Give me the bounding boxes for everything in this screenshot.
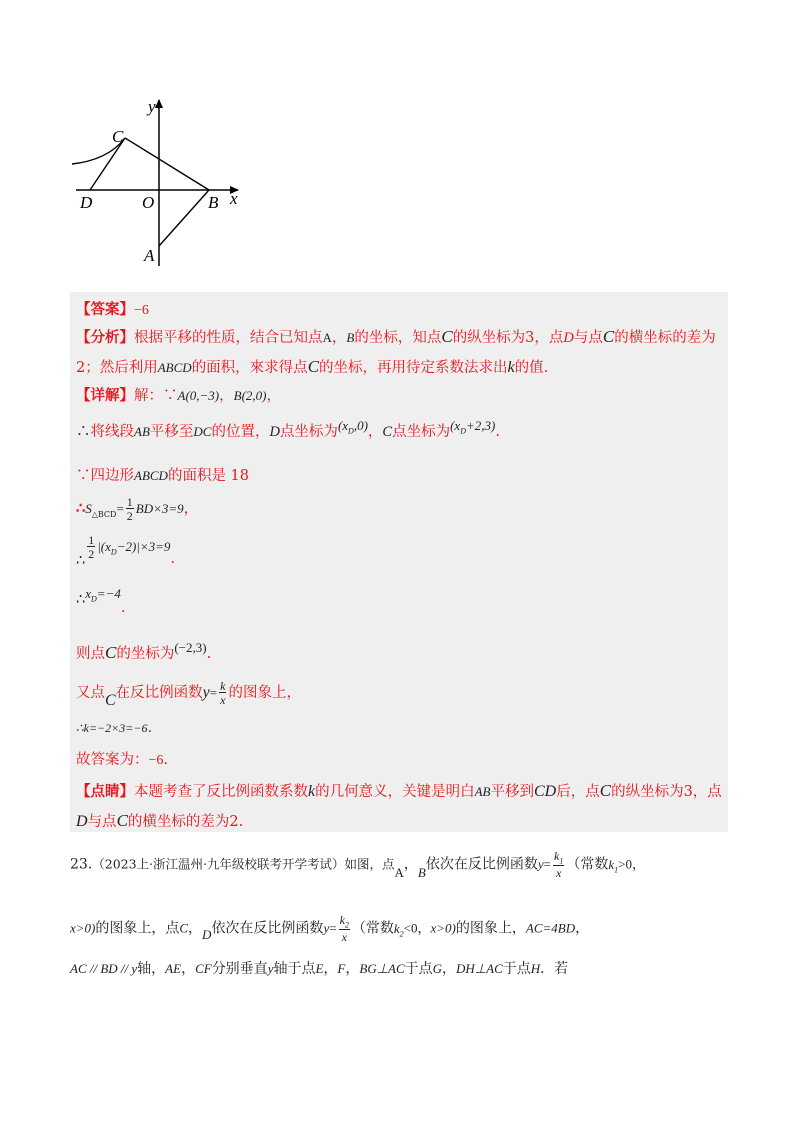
detail-text: 点坐标为 bbox=[392, 424, 451, 440]
comment-text: 的横坐标的差为2. bbox=[127, 814, 244, 830]
question-text: 轴， bbox=[137, 961, 166, 977]
analysis-tag: 【分析】 bbox=[76, 329, 134, 346]
detail-text: . bbox=[206, 646, 212, 662]
detail-text: . bbox=[120, 600, 126, 616]
comment-line-2 bbox=[76, 810, 243, 831]
analysis-line-1 bbox=[76, 326, 716, 347]
label-D: D bbox=[80, 193, 93, 212]
detail-line-1 bbox=[76, 384, 281, 405]
math: $x_D=-4$ bbox=[85, 586, 121, 604]
analysis-text: 根据平移的性质，结合已知点 bbox=[134, 330, 323, 346]
detail-text: . bbox=[170, 551, 176, 567]
math: C bbox=[441, 327, 453, 346]
solution-box bbox=[70, 292, 728, 832]
math: D bbox=[202, 926, 212, 942]
question-text: （常数 bbox=[351, 920, 394, 937]
analysis-text: 的纵坐标为3，点 bbox=[452, 330, 564, 346]
question-line-2 bbox=[70, 914, 589, 943]
math: y bbox=[537, 856, 544, 872]
analysis-text: 与点 bbox=[573, 330, 603, 346]
detail-text: ， bbox=[367, 424, 383, 440]
detail-text: 的面积是 18 bbox=[167, 468, 250, 484]
label-C: C bbox=[112, 127, 124, 146]
detail-text: . bbox=[163, 752, 169, 768]
math-coord: $(x_D+2,3)$ bbox=[450, 418, 496, 436]
math: C bbox=[105, 643, 117, 662]
detail-text: 的位置， bbox=[211, 424, 270, 440]
math: C bbox=[307, 357, 320, 376]
math: B(2,0) bbox=[233, 388, 267, 403]
fraction: $\frac{k}{x}$ bbox=[220, 679, 226, 707]
math: −6 bbox=[148, 753, 164, 768]
math: D bbox=[76, 813, 88, 830]
detail-text: ， bbox=[266, 388, 281, 404]
math-coord: $(x_D,0)$ bbox=[337, 418, 368, 436]
math: E bbox=[315, 961, 324, 976]
math: AE bbox=[165, 961, 182, 976]
analysis-text: 的坐标，再用待定系数法求出 bbox=[319, 360, 508, 376]
question-text: ， bbox=[345, 961, 360, 977]
detail-text: 平移至 bbox=[149, 424, 194, 440]
math: x>0) bbox=[430, 920, 456, 936]
question-text: 于点 bbox=[502, 961, 531, 977]
detail-line-6 bbox=[76, 586, 126, 616]
math: x>0) bbox=[70, 920, 96, 936]
fraction: $\frac{1}{2}$ bbox=[126, 495, 133, 523]
math: k bbox=[308, 783, 316, 800]
detail-text: 在反比例函数 bbox=[115, 685, 203, 701]
comment-text: 后，点 bbox=[556, 784, 600, 800]
question-text: ， bbox=[181, 961, 196, 977]
math: F bbox=[337, 961, 346, 976]
detail-text: 则点 bbox=[76, 646, 105, 662]
question-text: 分别垂直 bbox=[211, 961, 268, 977]
question-text: ， bbox=[575, 920, 590, 937]
detail-text: ， bbox=[183, 501, 199, 517]
math: AC=4BD bbox=[525, 920, 576, 936]
analysis-text: 2；然后利用 bbox=[76, 360, 158, 376]
math: C bbox=[179, 920, 189, 936]
question-text: ．若 bbox=[540, 961, 569, 977]
therefore-symbol: ∴ bbox=[76, 592, 86, 608]
question-text: ， bbox=[188, 920, 203, 937]
detail-text: 又点 bbox=[76, 685, 105, 701]
math: DH⊥AC bbox=[456, 961, 503, 976]
coordinate-figure bbox=[68, 96, 258, 271]
math: DC bbox=[193, 424, 212, 439]
math: (−2,3) bbox=[174, 640, 207, 655]
comment-text: 的纵坐标为3，点 bbox=[611, 784, 722, 800]
segment-CB bbox=[125, 138, 209, 190]
math: C bbox=[599, 781, 612, 800]
question-text: （常数 bbox=[566, 856, 609, 873]
math: ∴k=−2×3=−6 bbox=[76, 721, 148, 735]
math: C bbox=[116, 811, 128, 830]
math: $|(x_D-2)|\times 3=9$ bbox=[97, 539, 171, 557]
math: >0， bbox=[618, 856, 645, 872]
math: k bbox=[507, 359, 515, 376]
question-text: ， bbox=[403, 856, 418, 873]
math: $k_2$ bbox=[393, 920, 404, 939]
label-x: x bbox=[230, 189, 238, 208]
detail-text: ∵四边形 bbox=[76, 468, 134, 484]
analysis-text: 的坐标，知点 bbox=[354, 330, 442, 346]
detail-line-8 bbox=[76, 679, 301, 709]
detail-text: 的图象上， bbox=[228, 685, 301, 701]
math: BG⊥AC bbox=[359, 961, 405, 976]
math-sub: △BCD bbox=[91, 509, 117, 519]
math: y bbox=[267, 961, 274, 976]
math: C bbox=[105, 692, 116, 709]
detail-text: 故答案为： bbox=[76, 752, 149, 768]
analysis-text: ， bbox=[331, 330, 347, 346]
comment-tag: 【点睛】 bbox=[76, 783, 134, 800]
question-line-3 bbox=[70, 958, 568, 978]
question-line-1 bbox=[70, 850, 645, 879]
math: = bbox=[329, 920, 337, 936]
math: B bbox=[346, 330, 355, 345]
math: = bbox=[209, 685, 218, 700]
math: AC // BD // y bbox=[70, 961, 138, 976]
comment-text: 本题考查了反比例函数系数 bbox=[134, 784, 308, 800]
math: C bbox=[382, 424, 393, 440]
question-text: 于点 bbox=[404, 961, 433, 977]
question-text: ， bbox=[323, 961, 338, 977]
therefore-symbol: ∴ bbox=[76, 500, 86, 517]
math: CF bbox=[195, 961, 212, 976]
segment-BA bbox=[159, 190, 209, 246]
answer-tag: 【答案】 bbox=[76, 301, 134, 318]
comment-text: 的几何意义，关键是明白 bbox=[315, 784, 475, 800]
math: ABCD bbox=[157, 360, 192, 375]
math: <0， bbox=[403, 920, 431, 936]
detail-text: . bbox=[495, 424, 500, 440]
math: A bbox=[322, 330, 332, 345]
analysis-text: 的值. bbox=[514, 360, 549, 376]
detail-line-5 bbox=[76, 533, 176, 569]
question-text: 的图象上， bbox=[455, 920, 526, 937]
analysis-text: 的横坐标的差为 bbox=[614, 330, 716, 346]
detail-tag: 【详解】 bbox=[76, 387, 134, 404]
math: CD bbox=[534, 783, 557, 800]
math: B bbox=[417, 864, 426, 880]
detail-text: . bbox=[147, 720, 153, 736]
label-B: B bbox=[208, 193, 219, 212]
analysis-line-2 bbox=[76, 356, 548, 377]
math: H bbox=[530, 961, 541, 976]
detail-line-9 bbox=[76, 720, 152, 736]
detail-line-10 bbox=[76, 748, 168, 769]
math: C bbox=[602, 327, 615, 346]
comment-text: 与点 bbox=[87, 814, 117, 830]
math: y bbox=[202, 684, 210, 701]
math: ABCD bbox=[134, 468, 168, 483]
math: D bbox=[269, 424, 280, 440]
question-number: 23. bbox=[70, 856, 93, 873]
label-A: A bbox=[144, 246, 155, 265]
question-text: 依次在反比例函数 bbox=[211, 920, 324, 937]
detail-line-2 bbox=[76, 420, 500, 442]
question-text: 轴于点 bbox=[273, 961, 316, 977]
math: AB bbox=[134, 424, 150, 439]
math: = bbox=[116, 501, 124, 516]
math: S bbox=[85, 501, 92, 516]
fraction: $\frac{k_2}{x}$ bbox=[339, 913, 349, 945]
detail-text: 点坐标为 bbox=[279, 424, 338, 440]
math: = bbox=[543, 856, 551, 872]
label-y: y bbox=[148, 97, 156, 116]
detail-text: 的坐标为 bbox=[116, 646, 175, 662]
math: $k_1$ bbox=[608, 856, 619, 875]
detail-text: 将线段 bbox=[90, 424, 134, 440]
label-O: O bbox=[142, 193, 155, 212]
answer-line bbox=[76, 298, 149, 319]
comment-line-1 bbox=[76, 780, 722, 801]
detail-text: 解：∵ bbox=[134, 388, 178, 404]
math: A(0,−3) bbox=[177, 388, 220, 403]
question-text: 的图象上，点 bbox=[95, 920, 180, 937]
math: BD×3=9 bbox=[135, 501, 184, 516]
answer-value: −6 bbox=[134, 303, 149, 318]
therefore-symbol: ∴ bbox=[76, 424, 91, 440]
therefore-symbol: ∴ bbox=[76, 553, 86, 569]
fraction: $\frac{k_1}{x}$ bbox=[554, 849, 564, 881]
comment-text: 平移到 bbox=[490, 784, 534, 800]
detail-line-3 bbox=[76, 464, 249, 485]
detail-text: ， bbox=[219, 388, 234, 404]
analysis-text: 的面积，來求得点 bbox=[191, 360, 308, 376]
math: G bbox=[432, 961, 443, 976]
question-text: （2023上·浙江温州·九年级校联考开学考试）如图，点 bbox=[92, 856, 395, 872]
detail-line-7 bbox=[76, 642, 211, 663]
math: A bbox=[394, 864, 404, 880]
fraction: $\frac{1}{2}$ bbox=[88, 533, 95, 561]
question-text: 依次在反比例函数 bbox=[425, 856, 538, 873]
detail-line-4 bbox=[76, 496, 198, 522]
math: AB bbox=[474, 784, 491, 799]
math: D bbox=[563, 330, 574, 346]
question-text: ， bbox=[442, 961, 457, 977]
math: y bbox=[323, 920, 330, 936]
